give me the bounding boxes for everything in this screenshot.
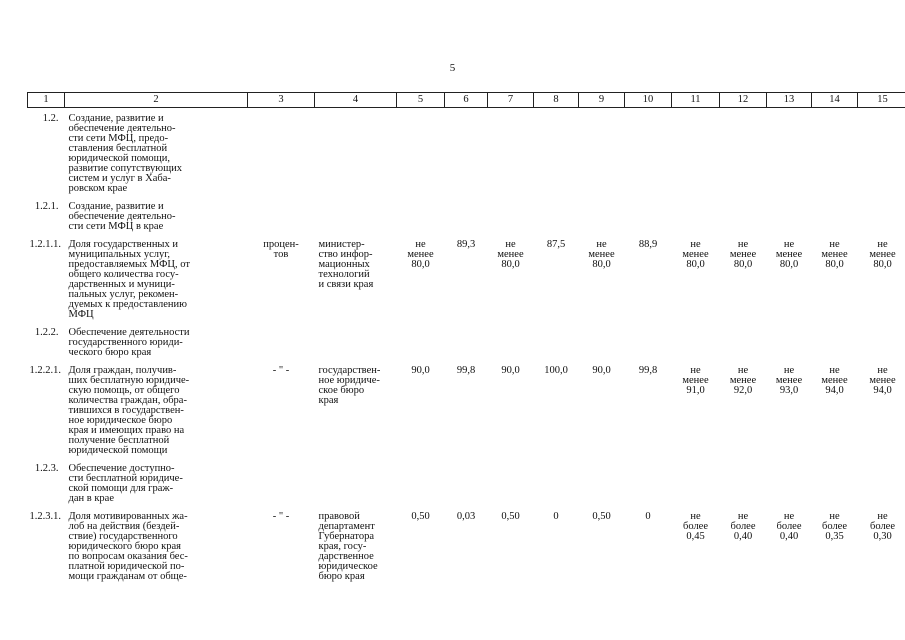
cell-c8 [534,234,579,322]
cell-c15 [858,196,905,234]
cell-line: юридической помощи, [68,153,170,164]
cell-line: правовой [318,511,360,522]
cell-c12 [720,506,767,584]
cell-line: Доля мотивированных жа- [68,511,188,522]
cell-line: юридической помощи [68,445,168,456]
cell-line: края, госу- [318,541,367,552]
cell-c8 [534,458,579,506]
cell-c11 [672,360,720,458]
cell-c12 [720,322,767,360]
cell-line: 0,35 [825,531,844,542]
cell-c10 [625,506,672,584]
header-cell: 4 [315,93,397,108]
cell-line: менее [407,249,434,260]
cell-line: ставления бесплатной [68,143,168,154]
cell-c15 [858,506,905,584]
cell-line: дан в крае [68,493,115,504]
cell-c10 [625,322,672,360]
cell-c7 [488,360,534,458]
cell-c15 [858,322,905,360]
cell-c6 [445,196,488,234]
cell-c14 [812,458,858,506]
cell-line: не [877,239,888,250]
cell-line: 0,30 [873,531,892,542]
cell-title [65,234,248,322]
cell-line: не [690,365,701,376]
cell-line: - " - [272,365,290,376]
header-cell: 2 [65,93,248,108]
cell-line: ское бюро [318,385,365,396]
indicators-table [27,92,905,584]
cell-c15 [858,108,905,197]
cell-line: более [821,521,847,532]
cell-line: не [783,511,795,522]
cell-c7 [488,234,534,322]
cell-line: 87,5 [546,239,566,250]
cell-line: Создание, развитие и [68,201,164,212]
cell-line: края и имеющих право на [68,425,185,436]
cell-line: не [829,511,840,522]
cell-line: пальных услуг, рекомен- [68,289,179,300]
cell-line: не [737,365,749,376]
table-body [28,108,905,585]
cell-line: не [505,239,516,250]
cell-line: не [829,239,840,250]
cell-line: менее [775,375,803,386]
cell-c12 [720,234,767,322]
cell-line: бюро края [318,571,365,582]
cell-c13 [767,234,812,322]
cell-c8 [534,322,579,360]
cell-c5 [397,108,445,197]
cell-line: 1.2.2. [34,327,59,338]
cell-line: Обеспечение деятельности [68,327,190,338]
cell-line: общего количества госу- [68,269,179,280]
cell-c8 [534,196,579,234]
cell-line: 91,0 [686,385,705,396]
cell-unit [248,234,315,322]
cell-line: не [737,511,749,522]
cell-line: менее [729,249,757,260]
cell-responsible [315,458,397,506]
cell-line: развитие сопутствующих [68,163,183,174]
cell-line: 90,0 [501,365,520,376]
cell-line: систем и услуг в Хаба- [68,173,171,184]
cell-c11 [672,234,720,322]
cell-c14 [812,234,858,322]
cell-c11 [672,108,720,197]
cell-line: менее [682,249,709,260]
cell-line: 0,45 [686,531,705,542]
header-cell: 10 [625,93,672,108]
cell-num [28,322,65,360]
header-cell: 13 [767,93,812,108]
cell-c5 [397,322,445,360]
cell-line: мощи гражданам от обще- [68,571,187,582]
cell-line: 0,03 [456,511,476,522]
cell-line: ное юридиче- [318,375,380,386]
cell-line: департамент [318,521,375,532]
cell-line: 1.2.3.1. [29,511,61,522]
cell-unit [248,360,315,458]
header-cell: 1 [28,93,65,108]
header-cell: 7 [488,93,534,108]
table-row [28,458,905,506]
cell-c10 [625,196,672,234]
cell-line: не [690,511,701,522]
cell-c6 [445,506,488,584]
cell-num [28,506,65,584]
cell-c13 [767,360,812,458]
cell-c11 [672,506,720,584]
cell-c7 [488,322,534,360]
cell-title [65,458,248,506]
cell-line: юридическое [318,561,378,572]
cell-line: менее [821,375,848,386]
cell-line: 90,0 [411,365,430,376]
cell-line: 93,0 [779,385,799,396]
cell-line: обеспечение деятельно- [68,123,176,134]
cell-line: не [690,239,701,250]
cell-line: края [318,395,339,406]
cell-c9 [579,458,625,506]
table-row [28,322,905,360]
cell-line: не [737,239,749,250]
cell-c6 [445,108,488,197]
cell-line: 0,40 [779,531,799,542]
cell-line: Доля граждан, получив- [68,365,177,376]
cell-c12 [720,196,767,234]
cell-line: 80,0 [873,259,892,270]
cell-c6 [445,234,488,322]
cell-c7 [488,458,534,506]
table-row [28,108,905,197]
table-row [28,196,905,234]
cell-c5 [397,458,445,506]
cell-line: ской помощи для граж- [68,483,174,494]
cell-line: 94,0 [873,385,892,396]
cell-line: скую помощь, от общего [68,385,180,396]
cell-line: менее [588,249,615,260]
cell-c11 [672,322,720,360]
cell-line: 0,50 [592,511,611,522]
cell-line: 100,0 [544,365,568,376]
cell-c12 [720,360,767,458]
cell-line: 0,50 [411,511,430,522]
cell-line: 0,40 [733,531,753,542]
cell-line: получение бесплатной [68,435,170,446]
cell-line: менее [869,249,896,260]
cell-c13 [767,506,812,584]
header-cell: 12 [720,93,767,108]
cell-unit [248,458,315,506]
cell-c11 [672,458,720,506]
cell-line: сти сети МФЦ, предо- [68,133,169,144]
cell-line: более [682,521,708,532]
cell-line: ство инфор- [318,249,373,260]
table-row [28,360,905,458]
cell-line: 99,8 [638,365,658,376]
cell-line: лоб на действия (бездей- [68,521,180,532]
cell-line: ствие) государственного [68,531,178,542]
cell-line: предоставляемых МФЦ, от [68,259,190,270]
cell-line: 1.2.1.1. [29,239,61,250]
cell-line: муниципальных услуг, [68,249,170,260]
cell-c9 [579,196,625,234]
cell-c9 [579,234,625,322]
cell-line: 99,8 [456,365,476,376]
cell-c15 [858,458,905,506]
cell-c10 [625,458,672,506]
cell-title [65,196,248,234]
cell-c8 [534,506,579,584]
header-cell: 6 [445,93,488,108]
cell-c10 [625,234,672,322]
cell-line: не [783,239,795,250]
cell-line: процен- [263,239,299,250]
cell-line: государствен- [318,365,381,376]
cell-line: 92,0 [733,385,753,396]
cell-line: ческого бюро края [68,347,152,358]
cell-line: не [783,365,795,376]
cell-line: ших бесплатную юридиче- [68,375,190,386]
cell-c14 [812,108,858,197]
cell-line: ровском крае [68,183,128,194]
cell-unit [248,196,315,234]
cell-line: 88,9 [638,239,658,250]
cell-num [28,360,65,458]
cell-title [65,322,248,360]
cell-line: более [869,521,895,532]
cell-line: не [829,365,840,376]
cell-c6 [445,322,488,360]
cell-line: менее [729,375,757,386]
cell-line: 0 [553,511,559,522]
cell-c5 [397,506,445,584]
cell-title [65,506,248,584]
cell-line: 80,0 [686,259,705,270]
cell-line: государственного юриди- [68,337,183,348]
header-cell: 11 [672,93,720,108]
cell-line: менее [682,375,709,386]
header-cell: 5 [397,93,445,108]
cell-line: 90,0 [592,365,611,376]
cell-c10 [625,360,672,458]
cell-c14 [812,506,858,584]
cell-line: менее [775,249,803,260]
cell-num [28,234,65,322]
cell-line: платной юридической по- [68,561,185,572]
cell-responsible [315,234,397,322]
cell-c15 [858,234,905,322]
cell-line: Создание, развитие и [68,113,164,124]
cell-line: 80,0 [592,259,611,270]
cell-line: Доля государственных и [68,239,178,250]
cell-num [28,458,65,506]
page-number: 5 [449,62,456,74]
cell-title [65,360,248,458]
cell-c10 [625,108,672,197]
cell-c6 [445,360,488,458]
cell-line: тившихся в государствен- [68,405,184,416]
cell-c9 [579,360,625,458]
cell-line: не [415,239,426,250]
cell-line: 1.2.3. [34,463,59,474]
cell-line: технологий [318,269,370,280]
cell-line: дарственных и муници- [68,279,175,290]
cell-c9 [579,108,625,197]
cell-line: 80,0 [733,259,753,270]
cell-responsible [315,506,397,584]
cell-line: более [776,521,802,532]
cell-line: 0 [645,511,651,522]
header-cell: 14 [812,93,858,108]
cell-line: дуемых к предоставлению [68,299,187,310]
cell-line: не [596,239,607,250]
cell-line: по вопросам оказания бес- [68,551,188,562]
cell-num [28,108,65,197]
cell-c11 [672,196,720,234]
cell-line: обеспечение деятельно- [68,211,176,222]
cell-line: 80,0 [411,259,430,270]
cell-line: 89,3 [456,239,476,250]
cell-c12 [720,108,767,197]
cell-c14 [812,360,858,458]
cell-c6 [445,458,488,506]
cell-responsible [315,360,397,458]
header-cell: 15 [858,93,905,108]
header-row [28,93,905,108]
cell-line: и связи края [318,279,374,290]
cell-line: МФЦ [68,309,94,320]
cell-c5 [397,360,445,458]
cell-c9 [579,506,625,584]
cell-line: не [877,365,888,376]
cell-unit [248,322,315,360]
cell-c7 [488,108,534,197]
table-row [28,506,905,584]
cell-c5 [397,196,445,234]
cell-line: более [730,521,756,532]
cell-responsible [315,108,397,197]
cell-line: менее [497,249,524,260]
cell-line: сти бесплатной юридиче- [68,473,183,484]
cell-line: менее [869,375,896,386]
cell-line: 80,0 [825,259,844,270]
cell-line: ное юридическое бюро [68,415,173,426]
header-cell: 8 [534,93,579,108]
cell-line: не [877,511,888,522]
cell-c13 [767,108,812,197]
cell-title [65,108,248,197]
cell-c12 [720,458,767,506]
cell-c15 [858,360,905,458]
cell-line: Обеспечение доступно- [68,463,175,474]
cell-c9 [579,322,625,360]
cell-line: - " - [272,511,290,522]
cell-unit [248,506,315,584]
cell-unit [248,108,315,197]
table-row [28,234,905,322]
cell-c7 [488,506,534,584]
cell-line: Губернатора [318,531,375,542]
cell-line: количества граждан, обра- [68,395,187,406]
cell-responsible [315,196,397,234]
cell-line: 1.2.1. [34,201,59,212]
cell-c7 [488,196,534,234]
cell-line: дарственное [318,551,374,562]
cell-line: 1.2.2.1. [29,365,61,376]
cell-c8 [534,360,579,458]
header-cell: 9 [579,93,625,108]
cell-num [28,196,65,234]
cell-line: юридического бюро края [68,541,181,552]
header-cell: 3 [248,93,315,108]
cell-line: сти сети МФЦ в крае [68,221,164,232]
cell-line: 1.2. [42,113,59,124]
cell-c14 [812,322,858,360]
cell-c8 [534,108,579,197]
cell-responsible [315,322,397,360]
cell-line: мационных [318,259,370,270]
cell-line: 80,0 [779,259,799,270]
cell-c14 [812,196,858,234]
cell-c13 [767,322,812,360]
cell-line: 80,0 [501,259,520,270]
cell-line: 94,0 [825,385,844,396]
cell-line: 0,50 [501,511,520,522]
cell-line: менее [821,249,848,260]
cell-c5 [397,234,445,322]
cell-c13 [767,196,812,234]
cell-line: министер- [318,239,365,250]
cell-line: тов [273,249,289,260]
cell-c13 [767,458,812,506]
